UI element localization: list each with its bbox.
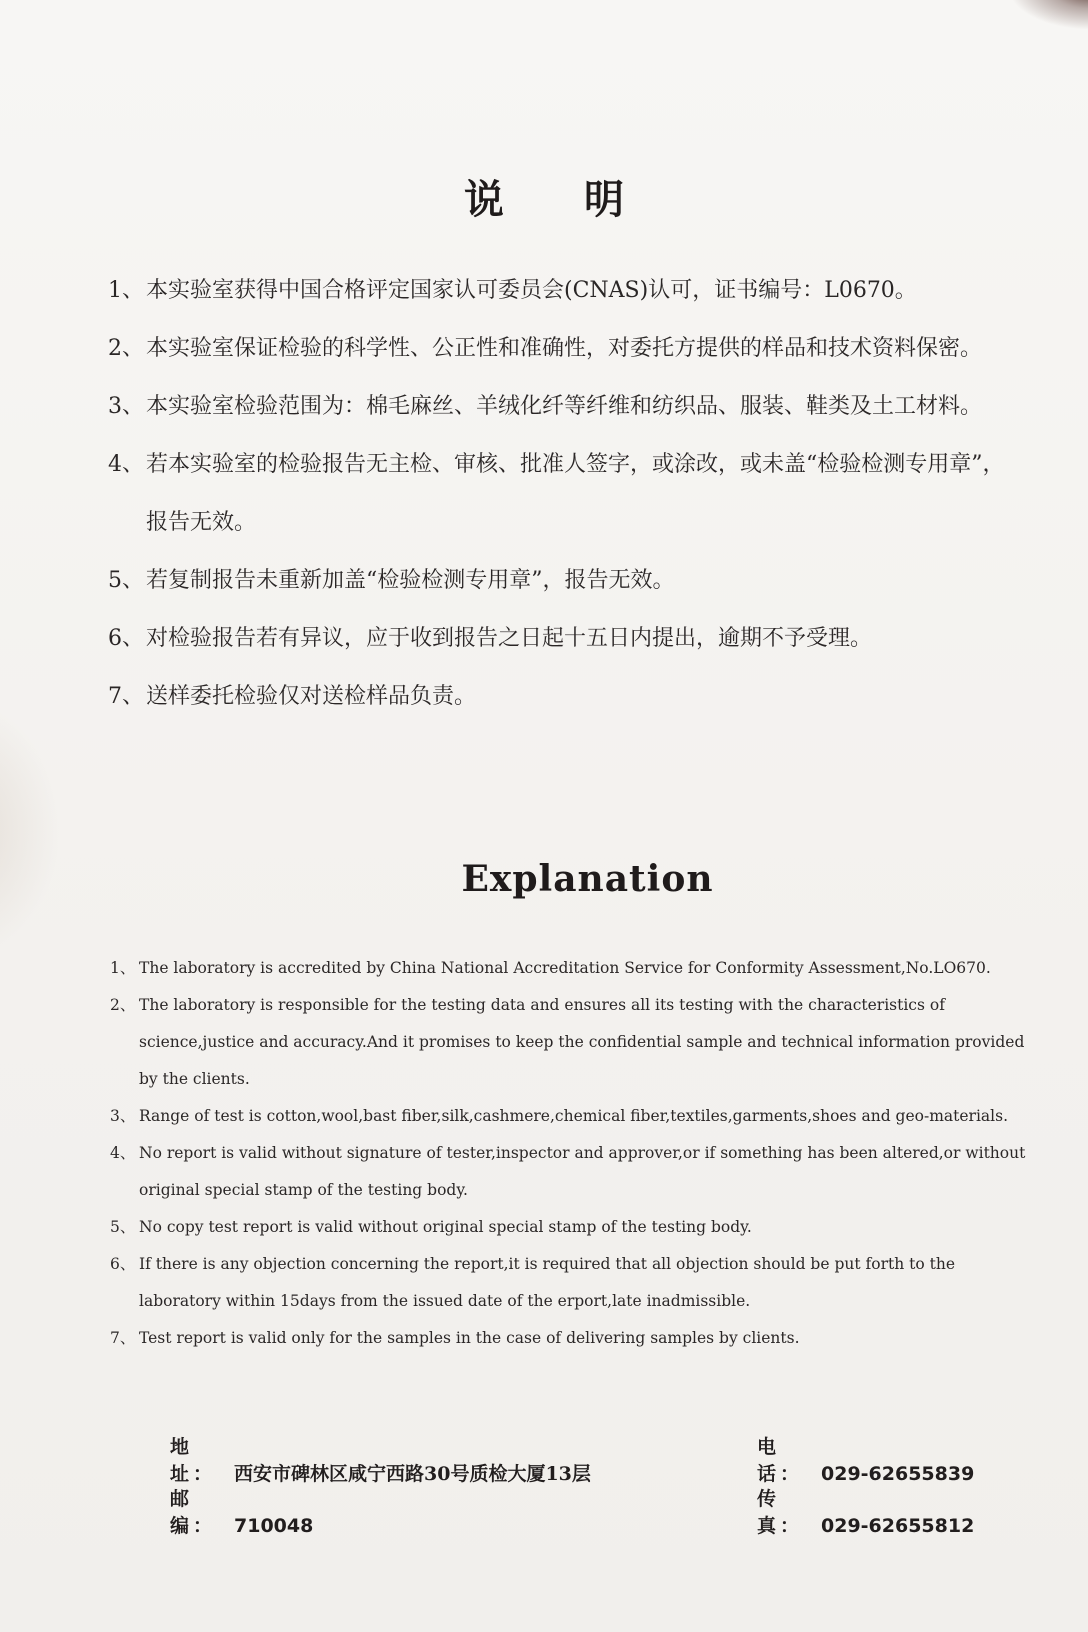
item-number: 7、 <box>108 684 144 709</box>
phone-block <box>757 1432 974 1486</box>
item-number: 4、 <box>110 1144 136 1162</box>
item-text: If there is any objection concerning the report,it is required that all objection should be put forth to the laboratory within 15days from the issued date of the erport,late inadmissible. <box>139 1255 955 1310</box>
chinese-item-3 <box>108 378 1068 436</box>
page-edge-shadow <box>0 700 60 960</box>
fax-value: 029-62655812 <box>821 1515 975 1537</box>
item-text: 送样委托检验仅对送检样品负责。 <box>146 684 477 709</box>
item-number: 1、 <box>108 278 144 303</box>
postcode-label: 邮编： <box>170 1488 217 1537</box>
item-number: 5、 <box>110 1218 136 1236</box>
contact-footer <box>170 1432 990 1536</box>
item-text: Test report is valid only for the samples in the case of delivering samples by clients. <box>139 1329 800 1347</box>
english-item-5 <box>110 1209 1030 1246</box>
chinese-item-7 <box>108 668 1068 726</box>
fax-block <box>757 1484 974 1538</box>
item-number: 3、 <box>108 394 144 419</box>
chinese-explanation-list <box>108 262 1068 726</box>
item-text: No copy test report is valid without original special stamp of the testing body. <box>139 1218 752 1236</box>
item-text: Range of test is cotton,wool,bast fiber,silk,cashmere,chemical fiber,textiles,garments,shoes and geo-materials. <box>139 1107 1008 1125</box>
item-number: 6、 <box>110 1255 136 1273</box>
english-item-2 <box>110 987 1030 1098</box>
english-explanation-list <box>110 950 1030 1357</box>
postcode-block <box>170 1484 313 1538</box>
item-number: 2、 <box>110 996 136 1014</box>
item-number: 6、 <box>108 626 144 651</box>
item-text: 本实验室检验范围为：棉毛麻丝、羊绒化纤等纤维和纺织品、服装、鞋类及土工材料。 <box>146 394 983 419</box>
item-text: 对检验报告若有异议，应于收到报告之日起十五日内提出，逾期不予受理。 <box>146 626 873 651</box>
address-block <box>170 1432 591 1486</box>
item-number: 4、 <box>108 452 144 477</box>
item-number: 1、 <box>110 959 136 977</box>
english-item-6 <box>110 1246 1030 1320</box>
item-number: 3、 <box>110 1107 136 1125</box>
english-item-7 <box>110 1320 1030 1357</box>
item-text: 若复制报告未重新加盖“检验检测专用章”，报告无效。 <box>146 568 675 593</box>
chinese-item-2 <box>108 320 1068 378</box>
footer-row-address <box>170 1432 990 1484</box>
item-text: The laboratory is responsible for the testing data and ensures all its testing with the characteristics of science,justice and accuracy.And it promises to keep the confidential sample and technical information provided by the clients. <box>139 996 1025 1088</box>
phone-label: 电话： <box>757 1436 804 1485</box>
chinese-title: 说明 <box>464 176 704 223</box>
address-label: 地址： <box>170 1436 217 1485</box>
item-text: 本实验室获得中国合格评定国家认可委员会(CNAS)认可，证书编号：L0670。 <box>146 278 917 303</box>
item-number: 5、 <box>108 568 144 593</box>
item-text: No report is valid without signature of tester,inspector and approver,or if something has been altered,or without original special stamp of the testing body. <box>139 1144 1026 1199</box>
item-text: 本实验室保证检验的科学性、公正性和准确性，对委托方提供的样品和技术资料保密。 <box>146 336 983 361</box>
phone-value: 029-62655839 <box>821 1463 975 1485</box>
fax-label: 传真： <box>757 1488 804 1537</box>
chinese-item-5 <box>108 552 1068 610</box>
english-item-1 <box>110 950 1030 987</box>
english-item-3 <box>110 1098 1030 1135</box>
english-item-4 <box>110 1135 1030 1209</box>
english-title: Explanation <box>461 858 714 900</box>
item-number: 7、 <box>110 1329 136 1347</box>
address-value: 西安市碑林区咸宁西路30号质检大厦13层 <box>234 1463 591 1485</box>
footer-row-postcode <box>170 1484 990 1536</box>
item-number: 2、 <box>108 336 144 361</box>
page-corner-shadow <box>1008 0 1088 30</box>
chinese-item-1 <box>108 262 1068 320</box>
chinese-item-6 <box>108 610 1068 668</box>
item-text: 若本实验室的检验报告无主检、审核、批准人签字，或涂改，或未盖“检验检测专用章”，报告无效。 <box>146 452 1005 535</box>
item-text: The laboratory is accredited by China National Accreditation Service for Conformity Assessment,No.LO670. <box>139 959 991 977</box>
chinese-item-4 <box>108 436 1026 552</box>
postcode-value: 710048 <box>234 1515 314 1537</box>
